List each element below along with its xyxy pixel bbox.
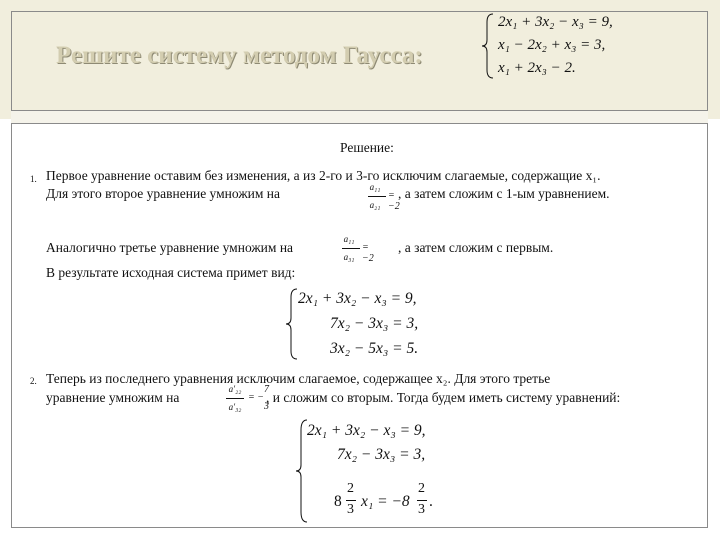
equation-2: 7x₂ − 3x₃ = 3, xyxy=(330,315,419,332)
step-1-line-3a: Аналогично третье уравнение умножим на xyxy=(46,240,294,255)
fraction-result: = −2 xyxy=(362,242,374,264)
step-2-line-2b: , и сложим со вторым. Тогда будем иметь систему уравнений: xyxy=(266,390,621,405)
brace-icon xyxy=(285,287,299,361)
rhs-denominator: 3 xyxy=(418,502,425,517)
header-divider xyxy=(11,110,708,124)
fraction-bar xyxy=(342,248,360,249)
fraction-bar xyxy=(368,196,386,197)
step-2-line-1: Теперь из последнего уравнения исключим слагаемое, содержащее x₂. Для этого третье xyxy=(46,371,551,386)
slide-title: Решите систему методом Гаусса: xyxy=(56,42,423,69)
coefficient-numerator: 2 xyxy=(347,481,354,496)
equation-3-variable: x₁ = −8 xyxy=(361,493,410,510)
step-1-line-2b: , а затем сложим с 1-ым уравнением. xyxy=(398,186,610,201)
step-1-fraction-2 xyxy=(334,234,378,268)
solution-label: Решение: xyxy=(340,140,394,155)
equation-1: 2x₁ + 3x₂ − x₃ = 9, xyxy=(307,422,426,439)
fraction-denominator: a₂₁ xyxy=(369,200,381,210)
rhs-numerator: 2 xyxy=(418,481,425,496)
step-1-line-2a: Для этого второе уравнение умножим на xyxy=(46,186,281,201)
equation-1: 2x₁ + 3x₂ − x₃ = 9, xyxy=(498,14,613,30)
result-denominator: 3 xyxy=(264,401,269,412)
step-1-line-3b: , а затем сложим с первым. xyxy=(398,240,554,255)
fraction-numerator: a₁₁ xyxy=(343,234,355,244)
equation-3: x₁ + 2x₃ − 2. xyxy=(498,60,576,76)
fraction-denominator: a′₃₂ xyxy=(228,402,242,412)
coefficient-bar xyxy=(346,500,356,501)
final-system xyxy=(295,418,475,526)
equation-3: 3x₂ − 5x₃ = 5. xyxy=(330,340,419,357)
step-2-marker: 2. xyxy=(30,376,37,386)
equation-2: 7x₂ − 3x₃ = 3, xyxy=(337,446,426,463)
initial-system xyxy=(481,12,641,82)
step-1-line-1: Первое уравнение оставим без изменения, а из 2-го и 3-го исключим слагаемые, содержащие x₁. xyxy=(46,168,601,183)
equation-1: 2x₁ + 3x₂ − x₃ = 9, xyxy=(298,290,417,307)
intermediate-system xyxy=(285,287,445,363)
coefficient-denominator: 3 xyxy=(347,502,354,517)
fraction-result: = −2 xyxy=(388,190,400,212)
equation-3-end: . xyxy=(429,493,433,510)
fraction-denominator: a₃₁ xyxy=(343,252,355,262)
coefficient-whole: 8 xyxy=(334,493,342,510)
result-numerator: 7 xyxy=(264,384,269,395)
fraction-bar xyxy=(226,398,244,399)
rhs-bar xyxy=(417,500,427,501)
step-2-line-2a: уравнение умножим на xyxy=(46,390,180,405)
fraction-numerator: a′₂₂ xyxy=(228,384,242,394)
step-1-line-4: В результате исходная система примет вид: xyxy=(46,265,296,280)
brace-icon xyxy=(481,12,495,80)
step-1-marker: 1. xyxy=(30,174,37,184)
fraction-numerator: a₁₁ xyxy=(369,182,381,192)
fraction-result: = − xyxy=(248,392,264,403)
equation-2: x₁ − 2x₂ + x₃ = 3, xyxy=(498,37,606,53)
